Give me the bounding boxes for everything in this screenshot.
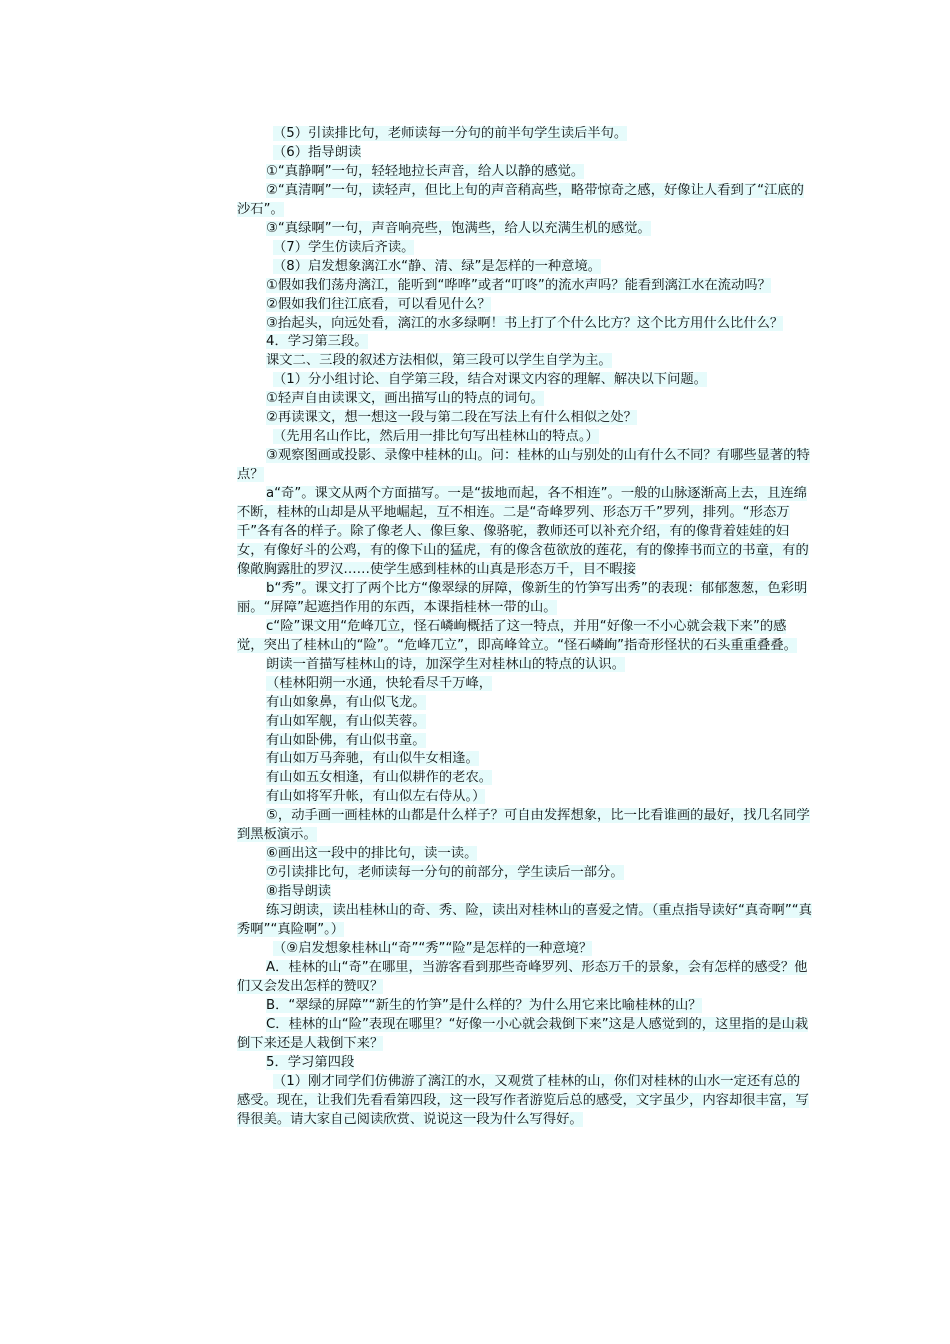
paragraph-text: C．桂林的山“险”表现在哪里？“好像一小心就会栽倒下来”这是人感觉到的，这里指的是山栽倒下来还是人栽倒下来？ bbox=[237, 1016, 809, 1051]
paragraph bbox=[237, 656, 812, 675]
paragraph-text: B．“翠绿的屏障”“新生的竹笋”是什么样的？为什么用它来比喻桂林的山？ bbox=[266, 997, 702, 1013]
paragraph-text: ⑥画出这一段中的排比句，读一读。 bbox=[266, 846, 478, 862]
paragraph bbox=[237, 239, 812, 258]
paragraph bbox=[237, 883, 812, 902]
paragraph-text: ②假如我们往江底看，可以看见什么？ bbox=[266, 296, 491, 312]
paragraph bbox=[237, 580, 812, 618]
paragraph-text: ①假如我们荡舟漓江，能听到“哗哗”或者“叮咚”的流水声吗？能看到漓江水在流动吗？ bbox=[266, 277, 771, 293]
paragraph-text: 课文二、三段的叙述方法相似，第三段可以学生自学为主。 bbox=[266, 353, 612, 369]
paragraph-text: （先用名山作比，然后用一排比句写出桂林山的特点。） bbox=[273, 429, 599, 445]
paragraph bbox=[237, 182, 812, 220]
paragraph bbox=[237, 485, 812, 580]
paragraph-text: ③抬起头，向远处看，漓江的水多绿啊！书上打了个什么比方？这个比方用什么比什么？ bbox=[266, 315, 784, 331]
paragraph-text: （⑨启发想象桂林山“奇”“秀”“险”是怎样的一种意境？ bbox=[273, 940, 593, 956]
paragraph-text: （桂林阳朔一水通，快轮看尽千万峰， bbox=[266, 675, 493, 691]
paragraph bbox=[237, 125, 812, 144]
paragraph-text: a“奇”。课文从两个方面描写。一是“拔地而起，各不相连”。一般的山脉逐渐高上去，且连绵不断，桂林的山却是从平地崛起，互不相连。二是“奇峰罗列、形态万千”罗列，排列。“形态万千”各有各的样子。除了像老人、像巨象、像骆驼，教师还可以补充介绍，有的像背着娃娃的妇女，有像好斗的公鸡，有的像下山的猛虎，有的像含苞欲放的莲花，有的像捧书而立的书童，有的像敞胸露肚的罗汉……使学生感到桂林的山真是形态万千，目不暇接 bbox=[237, 486, 809, 577]
paragraph-text: b“秀”。课文打了两个比方“像翠绿的屏障，像新生的竹笋写出秀”的表现：郁郁葱葱，色彩明丽。“屏障”起遮挡作用的东西，本课指桂林一带的山。 bbox=[237, 580, 808, 615]
paragraph bbox=[237, 997, 812, 1016]
paragraph-text: 朗读一首描写桂林山的诗，加深学生对桂林山的特点的认识。 bbox=[266, 656, 626, 672]
paragraph bbox=[237, 144, 812, 163]
paragraph-text: ②再读课文，想一想这一段与第二段在写法上有什么相似之处？ bbox=[266, 410, 637, 426]
paragraph-text: ①轻声自由读课文，画出描写山的特点的词句。 bbox=[266, 391, 544, 407]
paragraph-text: （8）启发想象漓江水“静、清、绿”是怎样的一种意境。 bbox=[273, 258, 602, 274]
paragraph-text: 4．学习第三段。 bbox=[266, 334, 368, 350]
paragraph-text: 有山如象鼻，有山似飞龙。 bbox=[266, 694, 426, 710]
paragraph bbox=[237, 675, 812, 694]
paragraph bbox=[237, 902, 812, 940]
paragraph bbox=[237, 713, 812, 732]
paragraph-text: ③“真绿啊”一句，声音响亮些，饱满些，给人以充满生机的感觉。 bbox=[266, 220, 651, 236]
paragraph-text: ⑦引读排比句，老师读每一分句的前部分，学生读后一部分。 bbox=[266, 865, 624, 881]
paragraph bbox=[237, 750, 812, 769]
paragraph bbox=[237, 864, 812, 883]
paragraph bbox=[237, 788, 812, 807]
document-body bbox=[237, 125, 812, 1130]
paragraph-text: c“险”课文用“危峰兀立，怪石嶙峋概括了这一特点，并用“好像一不小心就会栽下来”的感觉，突出了桂林山的“险”。“危峰兀立”，即高峰耸立。“怪石嶙峋”指奇形怪状的石头重重叠叠。 bbox=[237, 618, 797, 653]
paragraph-text: 5．学习第四段 bbox=[266, 1054, 355, 1070]
paragraph bbox=[237, 352, 812, 371]
paragraph bbox=[237, 807, 812, 845]
paragraph-text: ②“真清啊”一句，读轻声，但比上旬的声音稍高些，略带惊奇之感，好像让人看到了“江底的沙石”。 bbox=[237, 182, 804, 217]
paragraph bbox=[237, 1054, 812, 1073]
paragraph-text: （1）分小组讨论、自学第三段，结合对课文内容的理解、解决以下问题。 bbox=[273, 372, 707, 388]
paragraph bbox=[237, 315, 812, 334]
paragraph-text: ①“真静啊”一句，轻轻地拉长声音，给人以静的感觉。 bbox=[266, 163, 585, 179]
paragraph-text: 有山如五女相逢，有山似耕作的老农。 bbox=[266, 770, 493, 786]
paragraph bbox=[237, 409, 812, 428]
paragraph-text: ⑧指导朗读 bbox=[266, 884, 332, 900]
paragraph bbox=[237, 845, 812, 864]
paragraph-text: A．桂林的山“奇”在哪里，当游客看到那些奇峰罗列、形态万千的景象，会有怎样的感受？他们又会发出怎样的赞叹？ bbox=[237, 959, 808, 994]
paragraph bbox=[237, 371, 812, 390]
paragraph-text: 练习朗读，读出桂林山的奇、秀、险，读出对桂林山的喜爱之情。（重点指导读好“真奇啊”“真秀啊”“真险啊”。） bbox=[237, 903, 812, 938]
paragraph-text: ③观察图画或投影、录像中桂林的山。问：桂林的山与别处的山有什么不同？有哪些显著的特点？ bbox=[237, 448, 810, 483]
paragraph bbox=[237, 220, 812, 239]
paragraph-text: ⑤，动手画一画桂林的山都是什么样子？可自由发挥想象，比一比看谁画的最好，找几名同学到黑板演示。 bbox=[237, 808, 810, 843]
paragraph bbox=[237, 618, 812, 656]
paragraph bbox=[237, 163, 812, 182]
paragraph-text: 有山如军舰，有山似芙蓉。 bbox=[266, 713, 426, 729]
paragraph-text: （5）引读排比句，老师读每一分句的前半句学生读后半句。 bbox=[273, 126, 628, 141]
paragraph bbox=[237, 940, 812, 959]
paragraph-text: 有山如万马奔驰，有山似牛女相逢。 bbox=[266, 751, 479, 767]
paragraph bbox=[237, 694, 812, 713]
paragraph bbox=[237, 1016, 812, 1054]
paragraph-text: 有山如将军升帐，有山似左右侍从。） bbox=[266, 789, 486, 805]
paragraph-text: （6）指导朗读 bbox=[273, 144, 362, 160]
paragraph-text: 有山如卧佛，有山似书童。 bbox=[266, 732, 426, 748]
paragraph bbox=[237, 447, 812, 485]
paragraph-text: （1）刚才同学们仿佛游了漓江的水，又观赏了桂林的山，你们对桂林的山水一定还有总的感受。现在，让我们先看看第四段，这一段写作者游览后总的感受，文字虽少，内容却很丰富，写得很美。请大家自己阅读欣赏、说说这一段为什么写得好。 bbox=[237, 1073, 809, 1127]
paragraph bbox=[237, 769, 812, 788]
paragraph bbox=[237, 296, 812, 315]
paragraph bbox=[237, 258, 812, 277]
paragraph bbox=[237, 390, 812, 409]
paragraph bbox=[237, 1073, 812, 1130]
paragraph-text: （7）学生仿读后齐读。 bbox=[273, 239, 415, 255]
paragraph bbox=[237, 959, 812, 997]
paragraph bbox=[237, 277, 812, 296]
paragraph bbox=[237, 732, 812, 751]
paragraph bbox=[237, 333, 812, 352]
paragraph bbox=[237, 428, 812, 447]
